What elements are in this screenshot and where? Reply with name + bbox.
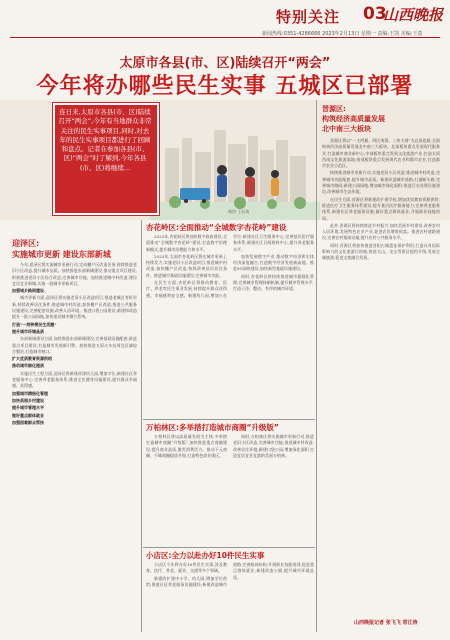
section-divider [143, 419, 315, 420]
article-paragraph: 2023年,太原市杏花岭区将在城市更新上持续发力,实施老旧小区改造项目,推进城中村改造,加快棚户区改造,持续改善居民居住条件。推进城市基础设施建设,完善城市功能。 [146, 253, 227, 278]
main-headline: 今年将办哪些民生实事 五城区已部署 [36, 74, 414, 99]
yingze-article [12, 262, 137, 632]
article-paragraph: 加快发展数字产业,推动数字经济和实体经济深度融合,打造数字经济发展新高地。推进5G网络建设,加快新型基础设施建设。 [233, 253, 314, 272]
article-paragraph: 晋源区将以“一主两翼、两区统筹、三块支撑”为总体思路,全面构筑经济高质量发展北中南三大板块。北部板块重点发展现代服务业,打造城市商业新中心;中部板块重点发展文化旅游产业,打造太原西南文化旅游高地;南部板块重点发展现代农业和都市农业,打造都市农业示范区。 [322, 138, 440, 169]
article-paragraph: 小店区今年将办好10件民生实事,涉及教育、医疗、养老、就业、交通等多个领域。 [146, 562, 227, 574]
column-divider [316, 100, 317, 632]
section-title: 特别关注 [276, 8, 341, 26]
newspaper-logo: 山西晚报 [383, 6, 444, 24]
jinyuan-article [322, 138, 440, 616]
article-bold-point: 做好重点群体就业 [12, 412, 44, 418]
xiaodian-article [146, 562, 314, 632]
yingze-subhead: 迎泽区: 实施城市更新 建设东部新城 [12, 239, 111, 259]
wanbailin-article [146, 434, 314, 544]
page-number: 03 [363, 4, 387, 24]
reporter-byline: 山西晚报记者 张飞飞 常江涛 [354, 620, 418, 626]
article-bold-point: 推动城市绿化提质 [12, 363, 44, 369]
article-paragraph: 城市更新方面,迎泽区将实施老旧小区改造项目,推进老城区有机更新,持续改善居住条件,推进城中村改造,加快棚户区改造,推进公共服务设施建设,完善配套设施,改善人居环境。推进口袋公园建设,新建和改造提升一批公园绿地,加快建设城市慢行系统。 [12, 295, 137, 320]
jinyuan-subhead: 晋源区: 构筑经济高质量发展 北中南三大板块 [322, 105, 385, 133]
article-paragraph: 新建改扩建中小学、幼儿园,增加学位供给;推进社区养老服务设施建设;新建改造城市道路,完善路网结构;开展职业技能培训,促进重点群体就业;新建改造公厕,提升城市环境品质。 [146, 562, 314, 587]
article-paragraph: 实施民生工程方面,迎泽区将新建改建幼儿园,增加学位;新建社区养老服务中心,完善养老服务体系;推进全民健身设施建设,提升群众幸福感、获得感。 [12, 370, 137, 389]
column-divider [141, 220, 142, 632]
article-paragraph: 万柏林区将以高质量发展为主线,多举措打造城市商圈“升级版”,加快推进重点商圈建设,提升商业品质,激发消费活力。推动下元商圈、千峰商圈提质升级,打造特色商业街区。 [146, 434, 227, 458]
article-paragraph: 同时,万柏林区将实施城市更新行动,推进老旧小区改造,完善城市功能;推进城中村改造,改善居住环境;新建口袋公园,增加绿化面积,打造宜居宜业宜游的美丽万柏林。 [233, 434, 314, 458]
article-paragraph: 在民生方面,晋源区将新建改扩建学校,增加优质教育资源供给;推进医疗卫生服务体系建设,提升基层医疗服务能力;完善养老服务体系,新建社区养老服务设施;做好重点群体就业,开展职业技能培训。 [322, 196, 440, 221]
article-bold-point: 提升城市管理水平 [12, 405, 44, 411]
masthead-rule [10, 37, 440, 38]
article-paragraph: 在民生方面,杏花岭区将推动教育、医疗、养老等民生事业发展,持续提升群众获得感、幸福感和安全感。新建幼儿园,增加公办学位;新建社区卫生服务中心,完善基层医疗服务体系;新建社区日间照料中心,提升养老服务水平。 [146, 234, 314, 298]
article-bold-point: 打造“一刻钟便民生活圈” [12, 321, 57, 327]
article-bold-point: 加快美丽乡村建设 [12, 397, 44, 403]
lead-callout-text: 连日来,太原市各县(市、区)陆续召开“两会”,今年有当地群众非常关注的民生实事项目,同时,对去年的民生实事项目都进行了回顾和盘点。记者在参加各县(市、区)“两会”时了解到,今年各县(市、区)将继续... [58, 108, 152, 172]
article-bold-point: 提升城市环境品质 [12, 328, 44, 334]
xinghualing-subhead: 杏花岭区:全面推动“全城数字杏花岭”建设 [146, 223, 287, 232]
article-paragraph: 今年,迎泽区将实施城市更新行动,完成棚户区改造任务,持续推进老旧小区改造,提升城市品质。加快推进东部新城建设,推动重点项目建设,积极推进老旧小区综合改造,完善城市功能。加快推进城中村改造,建设宜居宜业新城,实施一批城市更新项目。 [12, 262, 137, 286]
headline-kicker: 太原市各县(市、区)陆续召开“两会” [119, 56, 331, 71]
masthead-meta: 新闻热线:0351-4286666 2023年2月13日 星期一 责编:王凯 美编:王荔 [262, 31, 423, 37]
article-paragraph: 同时,晋源区将加快推进晋阳古城遗址保护利用,打造具有国际影响力的文化旅游目的地;推进太山、龙山等景区提档升级,发展全域旅游,促进文旅融合发展。 [322, 242, 440, 261]
xinghualing-article [146, 234, 314, 416]
illustration-credit: 制图 王驭琦 [228, 209, 250, 214]
article-paragraph: 持续推进城市更新行动,实施老旧小区改造,推进城中村改造,完善城市功能配套,提升城市品质。新建改造城市道路,打通断头路,完善城市路网;新建公园绿地,增加城市绿化面积;推进污水处理设施建设,改善城市生态环境。 [322, 170, 440, 195]
article-bold-point: 加强城市精细化管理 [12, 390, 48, 396]
article-bold-point: 扩大优质教育资源供给 [12, 356, 52, 362]
section-divider [143, 547, 315, 548]
article-bold-point: 加强城乡路网建设 [12, 288, 44, 294]
article-paragraph: 同时,杏花岭区将持续推进城市精细化管理,完善城市管理体制机制,提升城市管理水平,打造干净、整洁、有序的城市环境。 [233, 273, 314, 292]
xiaodian-subhead: 小店区:全力以赴办好10件民生实事 [146, 551, 265, 560]
article-paragraph: 2023年,杏花岭区将加快数字政府建设,全面推动“全城数字杏花岭”建设,打造数字治理新模式,提升城市治理能力和水平。 [146, 234, 227, 252]
article-paragraph: 东部新城建设方面,加快推进东部新城建设,完善基础设施配套,推进重点项目建设,打造城市发展新引擎。持续推进太原火车站周边区域综合整治,打造城市窗口。 [12, 336, 137, 354]
wanbailin-subhead: 万柏林区:多举措打造城市商圈“升级版” [146, 423, 279, 432]
article-paragraph: 此外,晋源区将持续推进乡村振兴,加快美丽乡村建设,改善农村人居环境,发展特色农业产业,促进农民增收致富。推进农村道路建设,完善农村基础设施,提升农村公共服务水平。 [322, 222, 440, 241]
article-bold-point: 加强困难群众帮扶 [12, 419, 44, 425]
